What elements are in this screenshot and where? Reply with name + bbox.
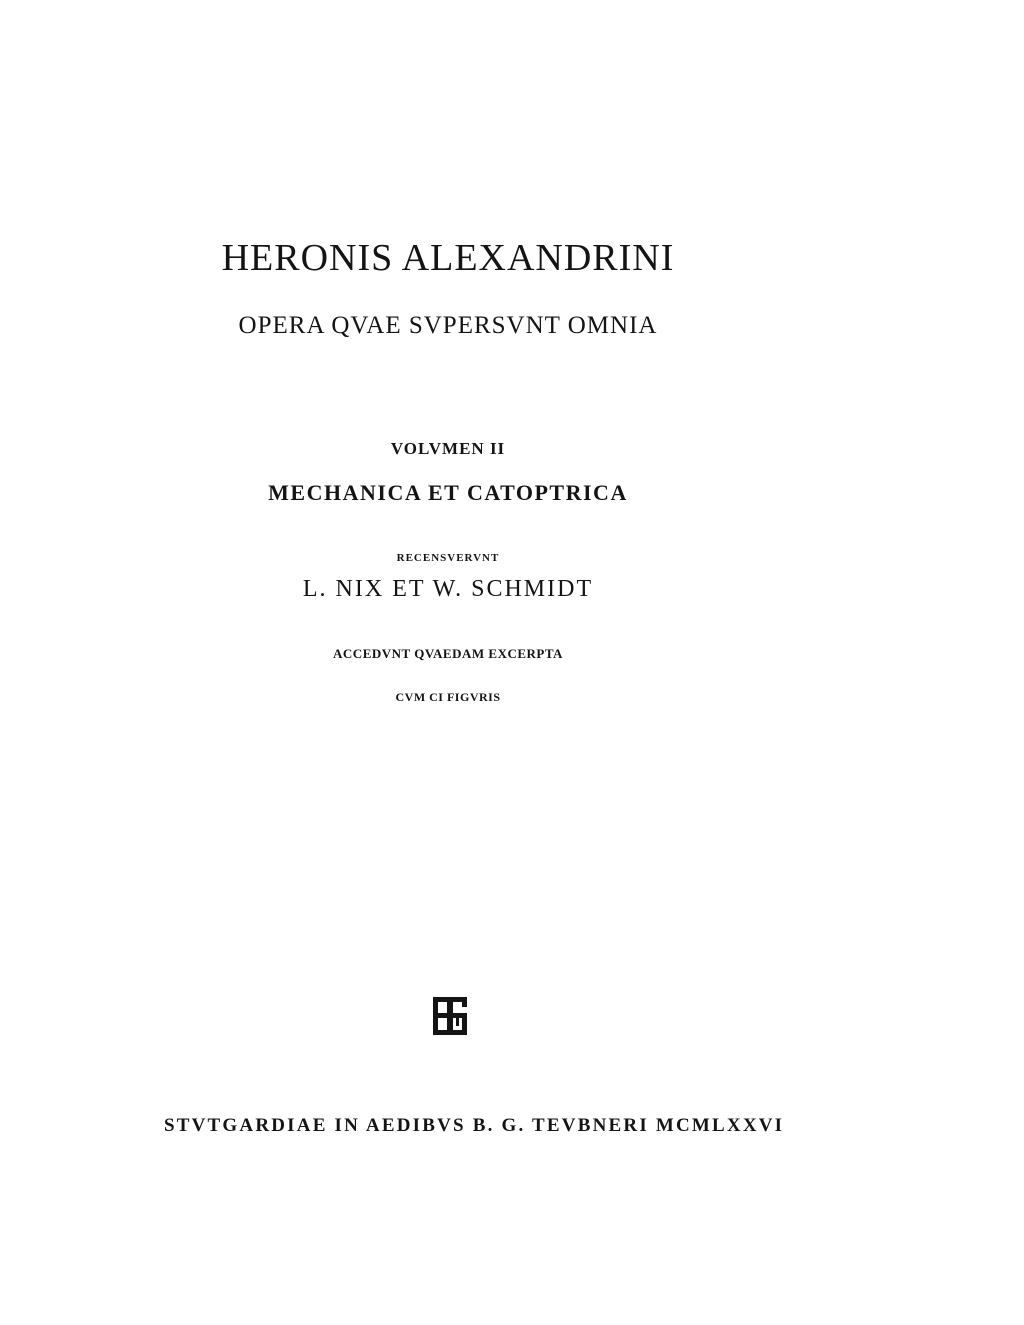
teubner-logo-icon [432,996,468,1036]
figures-note: CVM CI FIGVRIS [395,690,501,704]
volume-title: MECHANICA ET CATOPTRICA [268,480,628,505]
editors: L. NIX ET W. SCHMIDT [302,576,594,602]
subtitle: OPERA QVAE SVPERSVNT OMNIA [238,312,658,339]
imprint: STVTGARDIAE IN AEDIBVS B. G. TEVBNERI MCMLXXVI [164,1115,785,1136]
main-title: HERONIS ALEXANDRINI [221,237,675,279]
recensuerunt-label: RECENSVERVNT [396,552,500,564]
excerpts-note: ACCEDVNT QVAEDAM EXCERPTA [333,646,563,661]
volume-label: VOLVMEN II [390,439,506,458]
